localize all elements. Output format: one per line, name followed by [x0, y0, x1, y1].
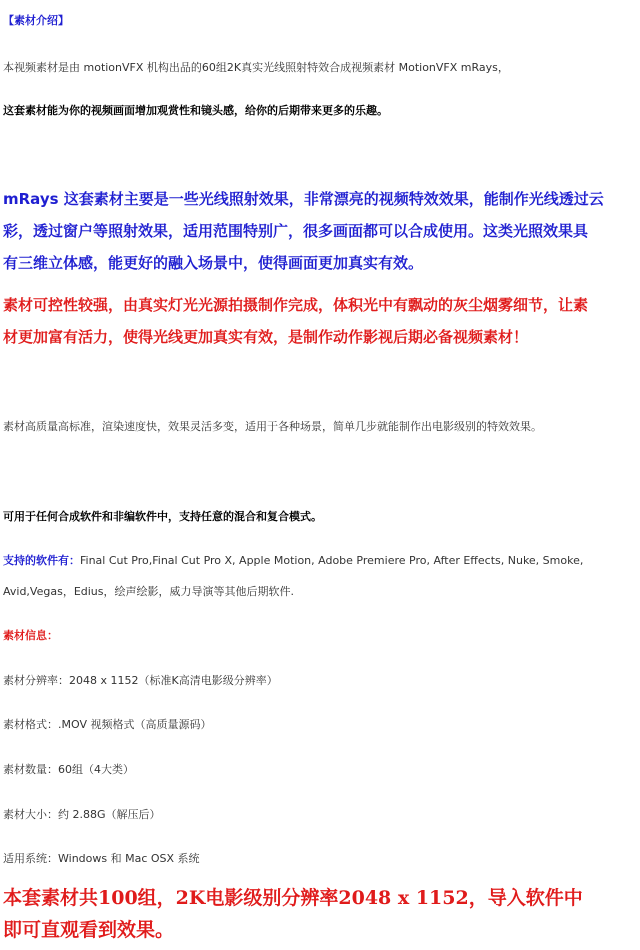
- software-list: Final Cut Pro,Final Cut Pro X, Apple Motion, Adobe Premiere Pro, After Effects, Nuke, Smoke,: [80, 554, 584, 567]
- software-label: 支持的软件有：: [3, 554, 80, 567]
- info-system: 适用系统：Windows 和 Mac OSX 系统: [3, 852, 200, 865]
- red-paragraph-line-1: 素材可控性较强，由真实灯光光源拍摄制作完成，体积光中有飘动的灰尘烟雾细节，让素: [3, 296, 589, 314]
- info-resolution: 素材分辨率：2048 x 1152（标准K高清电影级分辨率）: [3, 674, 278, 687]
- intro-line-2: 这套素材能为你的视频画面增加观赏性和镜头感，给你的后期带来更多的乐趣。: [3, 104, 388, 117]
- info-format: 素材格式：.MOV 视频格式（高质量源码）: [3, 718, 212, 731]
- summary-line-1: 本套素材共100组，2K电影级别分辨率2048 x 1152，导入软件中: [3, 887, 583, 909]
- blue-paragraph-line-1: [3, 189, 604, 209]
- red-paragraph-line-2: 材更加富有活力，使得光线更加真实有效，是制作动作影视后期必备视频素材！: [3, 328, 529, 346]
- blue-paragraph-line-3: 有三维立体感，能更好的融入场景中，使得画面更加真实有效。: [3, 254, 424, 272]
- quality-line: 素材高质量高标准，渲染速度快，效果灵活多变，适用于各种场景，简单几步就能制作出电影级别的特效效果。: [3, 420, 542, 433]
- software-line-1: [3, 554, 583, 568]
- info-size: 素材大小：约 2.88G（解压后）: [3, 808, 161, 821]
- intro-heading: 【素材介绍】: [3, 14, 69, 27]
- blue-paragraph-line-2: 彩，透过窗户等照射效果，适用范围特别广，很多画面都可以合成使用。这类光照效果具: [3, 222, 589, 240]
- info-count: 素材数量：60组（4大类）: [3, 763, 134, 776]
- intro-line-1: 本视频素材是由 motionVFX 机构出品的60组2K真实光线照射特效合成视频素材 MotionVFX mRays，: [3, 61, 509, 74]
- mrays-keyword: mRays: [3, 190, 59, 208]
- blue-paragraph-line-1-rest: 这套素材主要是一些光线照射效果，非常漂亮的视频特效效果，能制作光线透过云: [58, 190, 604, 208]
- software-line-2: Avid,Vegas，Edius，绘声绘影，威力导演等其他后期软件.: [3, 585, 295, 598]
- info-heading: 素材信息：: [3, 629, 58, 642]
- compat-line: 可用于任何合成软件和非编软件中，支持任意的混合和复合模式。: [3, 510, 322, 523]
- summary-line-2: 即可直观看到效果。: [3, 919, 175, 941]
